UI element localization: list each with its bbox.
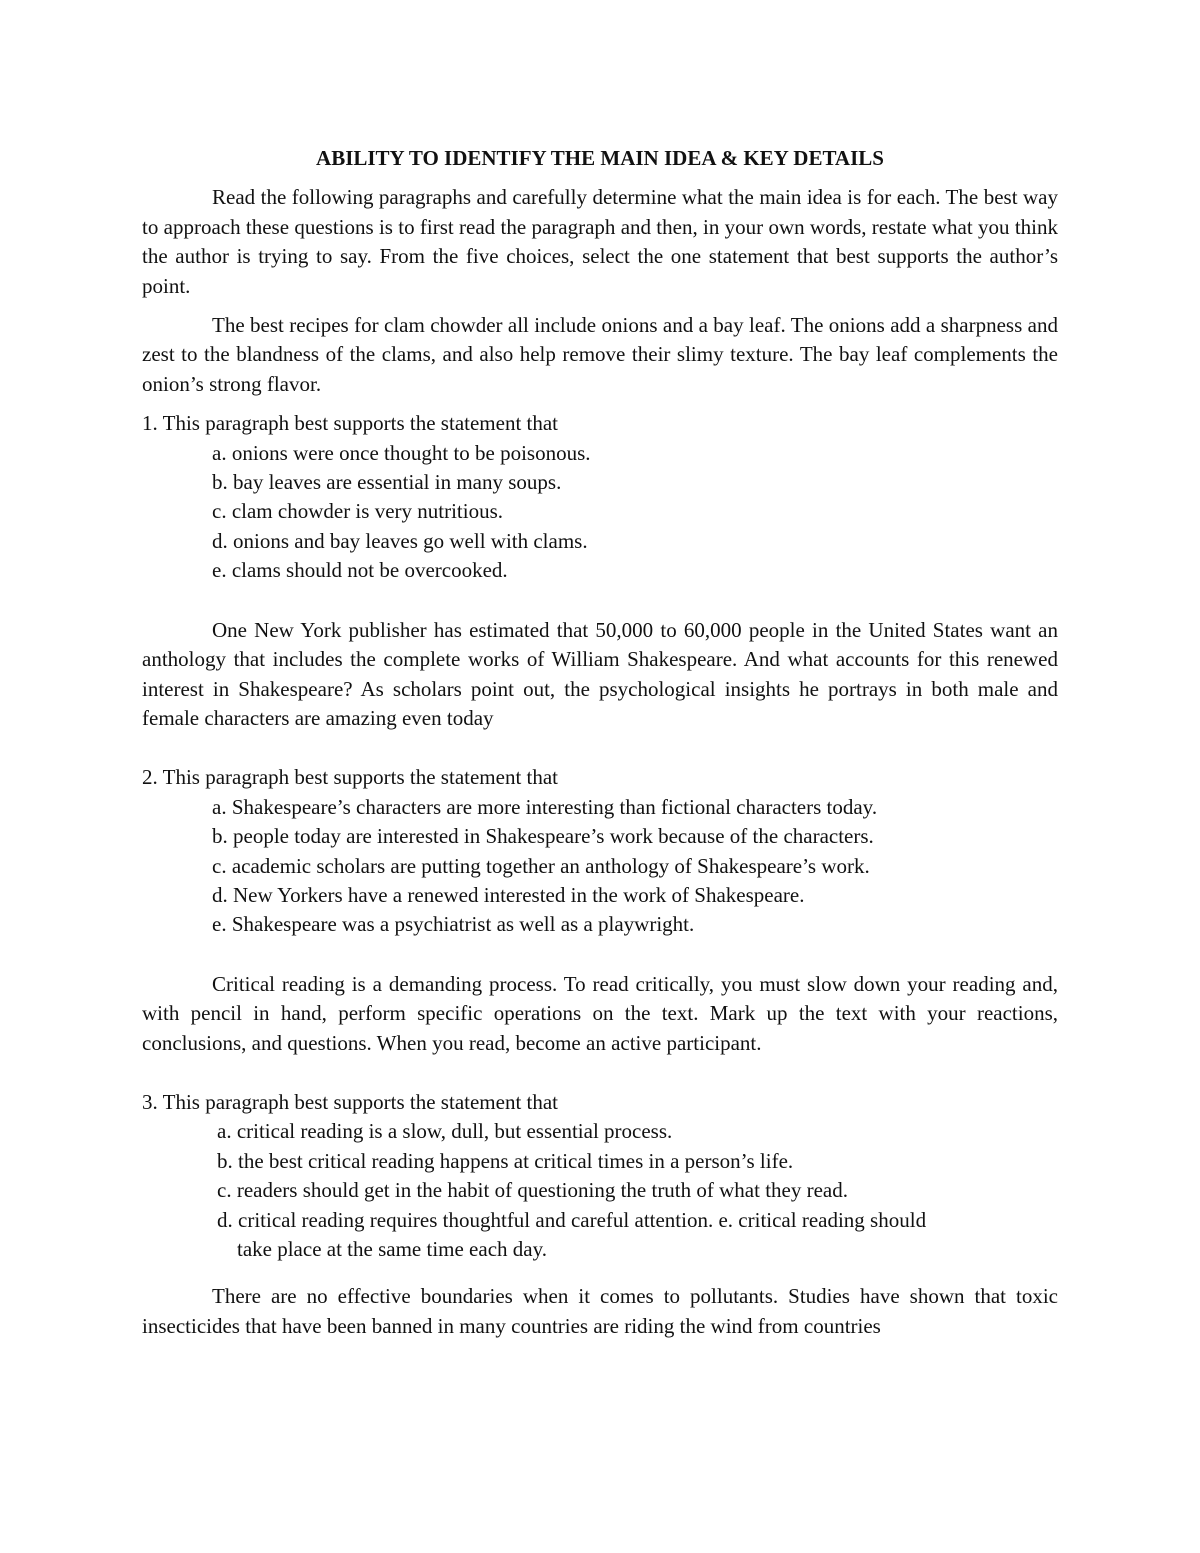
question-2: 2. This paragraph best supports the statement that xyxy=(142,765,559,790)
document-content xyxy=(142,144,1058,1341)
question-2-options xyxy=(142,793,1058,940)
question-2-option-e[interactable]: e. Shakespeare was a psychiatrist as well as a playwright. xyxy=(212,912,695,937)
question-2-option-a[interactable]: a. Shakespeare’s characters are more interesting than fictional characters today. xyxy=(212,794,878,819)
question-1-option-e[interactable]: e. clams should not be overcooked. xyxy=(212,558,508,583)
passage-3-text: Critical reading is a demanding process. To read critically, you must slow down your reading and, with pencil in hand, perform specific operations on the text. Mark up the text with your reactions, conclusions, and questions. When you read, become an active participant. xyxy=(142,971,1058,1055)
question-3-options xyxy=(142,1117,1058,1205)
question-2-option-b[interactable]: b. people today are interested in Shakespeare’s work because of the characters. xyxy=(212,824,874,849)
intro-paragraph: Read the following paragraphs and carefully determine what the main idea is for each. The best way to approach these questions is to first read the paragraph and then, in your own words, restate what you think the author is trying to say. From the five choices, select the one statement that best supports the author’s point. xyxy=(142,185,1058,298)
question-3-option-e-line2: take place at the same time each day. xyxy=(237,1237,547,1261)
passage-2-text: One New York publisher has estimated that 50,000 to 60,000 people in the United States want an anthology that includes the complete works of William Shakespeare. And what accounts for this renewed interest in Shakespeare? As scholars point out, the psychological insights he portrays in both male and female characters are amazing even today xyxy=(142,617,1058,730)
question-3-option-a[interactable]: a. critical reading is a slow, dull, but essential process. xyxy=(217,1119,673,1144)
question-1-option-b[interactable]: b. bay leaves are essential in many soups. xyxy=(212,470,562,495)
question-1: 1. This paragraph best supports the statement that xyxy=(142,411,559,436)
question-2-option-c[interactable]: c. academic scholars are putting together an anthology of Shakespeare’s work. xyxy=(212,853,870,878)
question-3-option-b[interactable]: b. the best critical reading happens at critical times in a person’s life. xyxy=(217,1148,794,1173)
question-3-option-d-e[interactable] xyxy=(142,1206,1058,1265)
question-1-option-a[interactable]: a. onions were once thought to be poisonous. xyxy=(212,440,591,465)
question-1-option-c[interactable]: c. clam chowder is very nutritious. xyxy=(212,499,504,524)
question-3-option-d-line1: d. critical reading requires thoughtful and careful attention. e. critical reading should xyxy=(217,1207,927,1232)
question-1-option-d[interactable]: d. onions and bay leaves go well with clams. xyxy=(212,528,588,553)
document-title: ABILITY TO IDENTIFY THE MAIN IDEA & KEY DETAILS xyxy=(316,146,884,170)
question-3: 3. This paragraph best supports the statement that xyxy=(142,1089,559,1114)
question-2-option-d[interactable]: d. New Yorkers have a renewed interested in the work of Shakespeare. xyxy=(212,882,805,907)
question-1-options xyxy=(142,439,1058,586)
question-3-option-c[interactable]: c. readers should get in the habit of questioning the truth of what they read. xyxy=(217,1178,848,1203)
passage-4-text: There are no effective boundaries when it comes to pollutants. Studies have shown that toxic insecticides that have been banned in many countries are riding the wind from countries xyxy=(142,1284,1058,1338)
passage-1-text: The best recipes for clam chowder all include onions and a bay leaf. The onions add a sharpness and zest to the blandness of the clams, and also help remove their slimy texture. The bay leaf complements the onion’s strong flavor. xyxy=(142,313,1058,396)
